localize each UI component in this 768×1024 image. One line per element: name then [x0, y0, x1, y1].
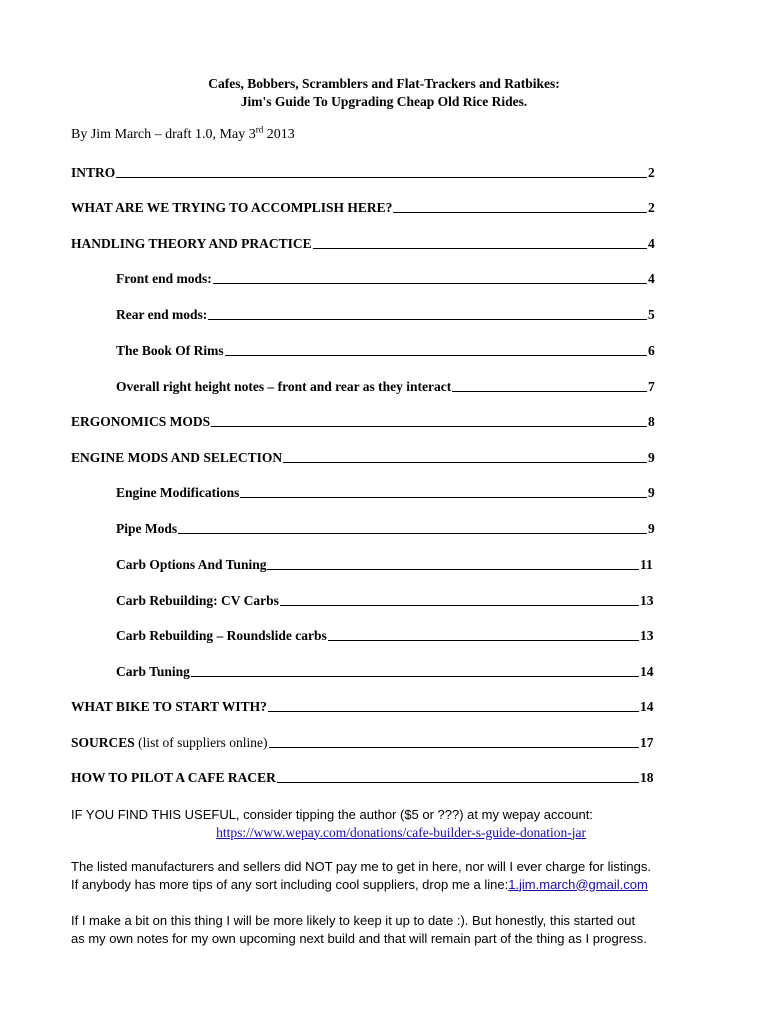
email-link[interactable]: 1.jim.march@gmail.com	[508, 876, 648, 892]
toc-entry-rims[interactable]	[116, 341, 658, 359]
toc-leader	[269, 746, 639, 748]
toc-label: Carb Tuning	[116, 664, 190, 679]
byline	[71, 124, 295, 143]
toc-entry-engine[interactable]	[71, 448, 658, 466]
toc-label-extra: (list of suppliers online)	[134, 735, 268, 750]
toc-leader	[213, 282, 647, 284]
toc-page: 9	[648, 450, 655, 465]
toc-leader	[208, 318, 647, 320]
toc-leader	[268, 710, 639, 712]
notice-line-1: The listed manufacturers and sellers did NOT pay me to get in here, nor will I ever charge for listings.	[71, 859, 651, 874]
toc-leader	[313, 247, 647, 249]
toc-entry-front-end[interactable]	[116, 269, 658, 287]
closing-paragraph	[71, 912, 731, 947]
toc-label: Engine Modifications	[116, 485, 240, 500]
toc-label: Rear end mods:	[116, 307, 208, 322]
toc-page: 13	[640, 593, 654, 608]
notice-line-2	[71, 876, 731, 894]
toc-leader	[116, 176, 647, 178]
byline-suffix: 2013	[263, 127, 295, 142]
toc-page: 9	[648, 485, 655, 500]
toc-label: ENGINE MODS AND SELECTION	[71, 450, 283, 465]
tip-paragraph	[71, 806, 731, 841]
toc-label	[71, 735, 268, 751]
tip-text: consider tipping the author ($5 or ???) at my wepay account:	[239, 807, 593, 822]
byline-sup: rd	[255, 124, 264, 135]
toc-label: Pipe Mods	[116, 521, 178, 536]
toc-label: Front end mods:	[116, 271, 212, 286]
toc-label: The Book Of Rims	[116, 343, 224, 358]
toc-page: 8	[648, 414, 655, 429]
toc-entry-carb-options[interactable]	[116, 555, 658, 573]
toc-page: 9	[648, 521, 655, 536]
toc-entry-pilot[interactable]	[71, 768, 658, 786]
byline-prefix: By Jim March – draft 1.0, May 3	[71, 127, 256, 142]
toc-entry-ride-height[interactable]	[116, 377, 658, 395]
toc-entry-pipe-mods[interactable]	[116, 519, 658, 537]
toc-page: 14	[640, 699, 654, 714]
title-line-1: Cafes, Bobbers, Scramblers and Flat-Trackers and Ratbikes:	[208, 76, 560, 91]
toc-leader	[393, 211, 647, 213]
toc-page: 14	[640, 664, 654, 679]
toc-label: Carb Rebuilding – Roundslide carbs	[116, 628, 327, 643]
toc-label: Carb Options And Tuning	[116, 557, 267, 572]
toc-label: Carb Rebuilding: CV Carbs	[116, 593, 279, 608]
toc-label: WHAT BIKE TO START WITH?	[71, 699, 267, 714]
toc-entry-ergonomics[interactable]	[71, 412, 658, 430]
toc-leader	[277, 781, 639, 783]
toc-entry-accomplish[interactable]	[71, 198, 658, 216]
toc-page: 4	[648, 236, 655, 251]
toc-entry-handling[interactable]	[71, 234, 658, 252]
toc-label: INTRO	[71, 165, 116, 180]
toc-page: 11	[640, 557, 653, 572]
toc-leader	[225, 354, 647, 356]
toc-entry-intro[interactable]	[71, 163, 658, 181]
toc-entry-sources[interactable]	[71, 733, 658, 751]
toc-entry-rear-end[interactable]	[116, 305, 658, 323]
toc-page: 4	[648, 271, 655, 286]
toc-leader	[283, 461, 647, 463]
toc-page: 2	[648, 165, 655, 180]
notice-line-2-text: If anybody has more tips of any sort including cool suppliers, drop me a line:	[71, 876, 509, 892]
toc-leader	[452, 390, 647, 392]
toc-page: 7	[648, 379, 655, 394]
toc-page: 5	[648, 307, 655, 322]
toc-entry-which-bike[interactable]	[71, 697, 658, 715]
notice-paragraph	[71, 858, 731, 893]
donation-link[interactable]: https://www.wepay.com/donations/cafe-builder-s-guide-donation-jar	[216, 824, 586, 840]
toc-label-main: SOURCES	[71, 735, 135, 750]
closing-line-2: as my own notes for my own upcoming next build and that will remain part of the thing as I progress.	[71, 930, 647, 946]
tip-lead: IF YOU FIND THIS USEFUL,	[71, 807, 240, 822]
toc-entry-engine-modifications[interactable]	[116, 483, 658, 501]
toc-label: HOW TO PILOT A CAFE RACER	[71, 770, 276, 785]
toc-leader	[328, 639, 639, 641]
toc-page: 13	[640, 628, 654, 643]
toc-page: 2	[648, 200, 655, 215]
title-line-2: Jim's Guide To Upgrading Cheap Old Rice Rides.	[240, 94, 528, 109]
toc-label: ERGONOMICS MODS	[71, 414, 211, 429]
toc-entry-carb-tuning[interactable]	[116, 662, 658, 680]
toc-leader	[178, 532, 647, 534]
toc-page: 6	[648, 343, 655, 358]
toc-entry-cv-carbs[interactable]	[116, 591, 658, 609]
toc-leader	[191, 675, 639, 677]
toc-leader	[267, 568, 639, 570]
toc-label: Overall right height notes – front and rear as they interact	[116, 379, 452, 394]
toc-page: 18	[640, 770, 654, 785]
toc-page: 17	[640, 735, 654, 750]
toc-leader	[211, 425, 647, 427]
toc-label: WHAT ARE WE TRYING TO ACCOMPLISH HERE?	[71, 200, 393, 215]
closing-line-1: If I make a bit on this thing I will be more likely to keep it up to date :). But honestly, this started out	[71, 913, 636, 928]
toc-label: HANDLING THEORY AND PRACTICE	[71, 236, 312, 251]
toc-entry-roundslide-carbs[interactable]	[116, 626, 658, 644]
toc-leader	[240, 496, 647, 498]
toc-leader	[280, 604, 639, 606]
